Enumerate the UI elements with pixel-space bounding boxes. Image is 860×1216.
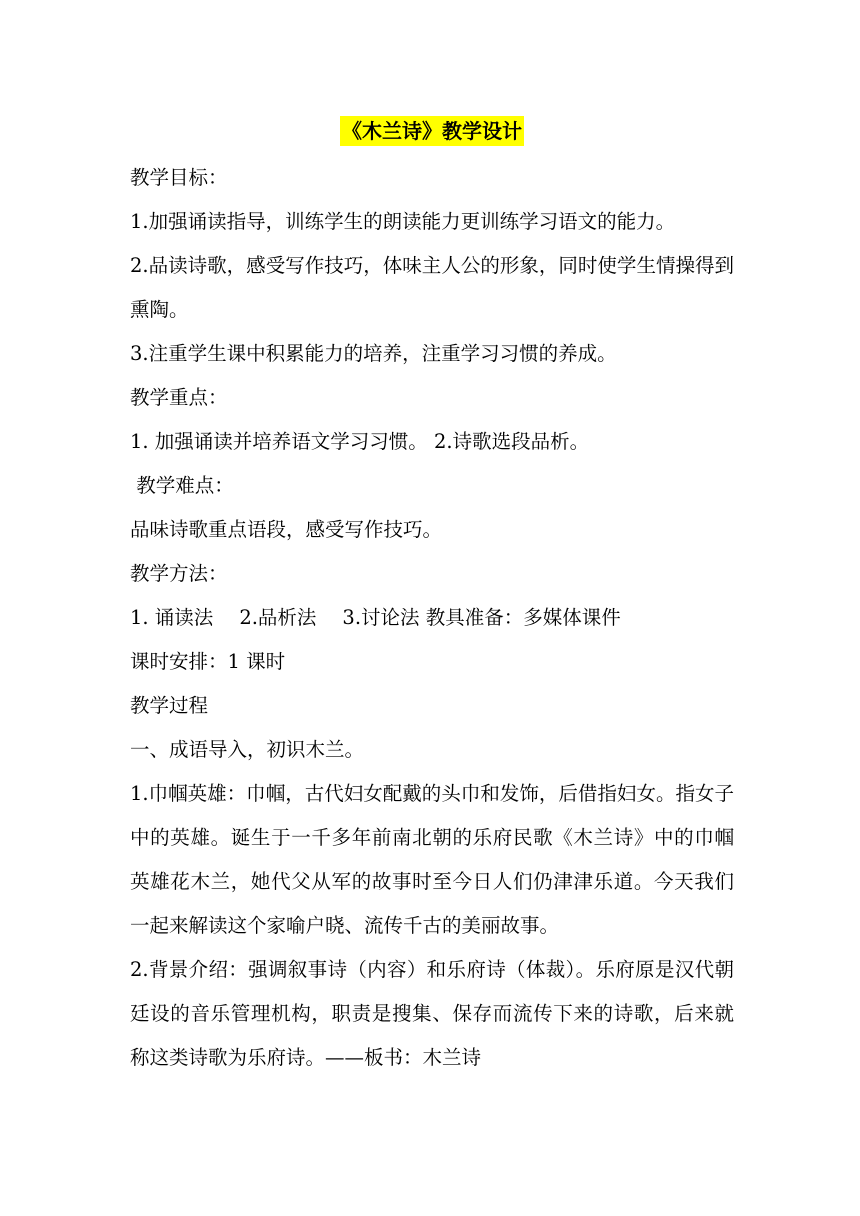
class-hours: 课时安排：1 课时 xyxy=(130,650,286,673)
methods-line xyxy=(130,596,734,640)
objective-1: 1.加强诵读指导，训练学生的朗读能力更训练学习语文的能力。 xyxy=(130,210,676,233)
document-title: 《木兰诗》教学设计 xyxy=(340,116,524,146)
process-step-1-idiom: 1.巾帼英雄：巾帼，古代妇女配戴的头巾和发饰，后借指妇女。指女子中的英雄。诞生于一千多年前南北朝的乐府民歌《木兰诗》中的巾帼英雄花木兰，她代父从军的故事时至今日人们仍津津乐道。今天我们一起来解读这个家喻户晓、流传千古的美丽故事。 xyxy=(130,782,734,937)
method-2: 2.品析法 xyxy=(239,606,317,629)
method-3-and-materials: 3.讨论法 教具准备：多媒体课件 xyxy=(342,606,621,629)
section-heading-objectives: 教学目标： xyxy=(130,166,228,189)
method-1: 1. 诵读法 xyxy=(130,606,214,629)
section-heading-key-points: 教学重点： xyxy=(130,386,228,409)
document-body xyxy=(130,116,734,1080)
objective-3: 3.注重学生课中积累能力的培养，注重学习习惯的养成。 xyxy=(130,342,617,365)
process-step-1-heading: 一、成语导入，初识木兰。 xyxy=(130,738,365,761)
title-row xyxy=(130,116,734,146)
objective-2: 2.品读诗歌，感受写作技巧，体味主人公的形象，同时使学生情操得到熏陶。 xyxy=(130,254,734,321)
section-heading-difficulties: 教学难点： xyxy=(130,474,234,497)
difficulties-text: 品味诗歌重点语段，感受写作技巧。 xyxy=(130,518,443,541)
section-heading-process: 教学过程 xyxy=(130,694,209,717)
key-points-text: 1. 加强诵读并培养语文学习习惯。 2.诗歌选段品析。 xyxy=(130,430,590,453)
process-step-1-background: 2.背景介绍：强调叙事诗（内容）和乐府诗（体裁）。乐府原是汉代朝廷设的音乐管理机构，职责是搜集、保存而流传下来的诗歌，后来就称这类诗歌为乐府诗。——板书：木兰诗 xyxy=(130,958,734,1069)
section-heading-methods: 教学方法： xyxy=(130,562,228,585)
